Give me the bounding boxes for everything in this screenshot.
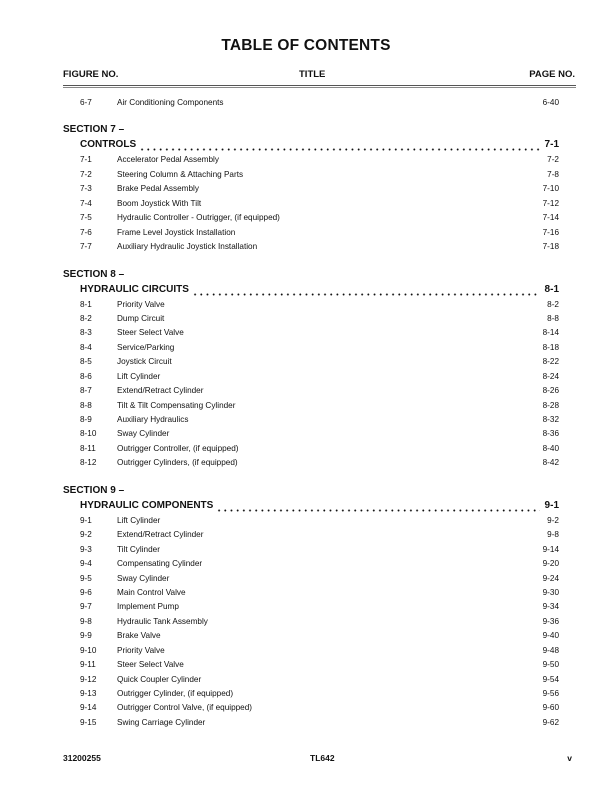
figure-number: 9-10 bbox=[80, 645, 97, 655]
toc-entry[interactable] bbox=[63, 716, 575, 730]
page-number: 8-40 bbox=[542, 443, 559, 453]
entry-title: Steer Select Valve bbox=[117, 658, 187, 672]
figure-number: 7-6 bbox=[80, 227, 92, 237]
footer-page-number: v bbox=[567, 753, 572, 763]
page-number: 9-24 bbox=[542, 573, 559, 583]
entry-title: Extend/Retract Cylinder bbox=[117, 528, 206, 542]
page-number: 8-42 bbox=[542, 458, 559, 468]
toc-entry[interactable] bbox=[63, 341, 575, 355]
entry-title-wrap bbox=[117, 586, 533, 600]
toc-entry[interactable] bbox=[63, 182, 575, 196]
entry-title: Hydraulic Tank Assembly bbox=[117, 615, 211, 629]
entry-title-wrap bbox=[117, 182, 533, 196]
toc-entry[interactable] bbox=[63, 687, 575, 701]
entry-title: Implement Pump bbox=[117, 600, 182, 614]
entry-title: Steer Select Valve bbox=[117, 326, 187, 340]
page-number: 8-32 bbox=[542, 415, 559, 424]
figure-number: 6-7 bbox=[80, 98, 92, 107]
entry-title: Hydraulic Controller - Outrigger, (if equipped) bbox=[117, 211, 283, 225]
entry-title: Outrigger Control Valve, (if equipped) bbox=[117, 701, 255, 715]
figure-number: 8-9 bbox=[80, 415, 92, 424]
page-number: 8-8 bbox=[547, 313, 559, 323]
entry-title: Compensating Cylinder bbox=[117, 557, 205, 571]
page-number: 9-56 bbox=[542, 689, 559, 698]
page-number: 8-22 bbox=[542, 357, 559, 367]
toc-entry[interactable] bbox=[63, 528, 575, 542]
entry-title-wrap bbox=[117, 211, 533, 225]
figure-number: 9-2 bbox=[80, 530, 92, 540]
entry-title: Priority Valve bbox=[117, 644, 168, 658]
toc-entry[interactable] bbox=[63, 600, 575, 614]
toc-entry[interactable] bbox=[63, 384, 575, 398]
column-page-no: PAGE NO. bbox=[529, 69, 575, 80]
entry-title-wrap bbox=[117, 658, 533, 672]
figure-number: 9-9 bbox=[80, 631, 92, 641]
page-number: 9-54 bbox=[542, 674, 559, 684]
page-number: 9-8 bbox=[547, 530, 559, 540]
section-page: 9-1 bbox=[544, 499, 559, 511]
entry-title-wrap bbox=[117, 341, 533, 355]
toc-entry[interactable] bbox=[63, 456, 575, 470]
entry-title: Priority Valve bbox=[117, 298, 168, 312]
figure-number: 7-3 bbox=[80, 184, 92, 194]
section-heading[interactable] bbox=[63, 137, 575, 153]
toc-entry[interactable] bbox=[63, 413, 575, 427]
figure-number: 8-2 bbox=[80, 313, 92, 323]
entry-title: Swing Carriage Cylinder bbox=[117, 716, 208, 730]
entry-title-wrap bbox=[117, 442, 533, 456]
figure-number: 7-2 bbox=[80, 169, 92, 179]
footer-model: TL642 bbox=[310, 753, 335, 763]
page-number: 7-18 bbox=[542, 242, 559, 252]
toc-entry[interactable] bbox=[63, 168, 575, 182]
entry-title: Outrigger Cylinders, (if equipped) bbox=[117, 456, 241, 470]
entry-title-wrap bbox=[117, 673, 533, 687]
entry-title-wrap bbox=[117, 168, 533, 182]
section-title: CONTROLS bbox=[80, 139, 137, 151]
page-number: 9-50 bbox=[542, 660, 559, 670]
page-number: 8-24 bbox=[542, 371, 559, 381]
entry-title-wrap bbox=[117, 153, 533, 167]
section-label: SECTION 8 – bbox=[63, 268, 125, 280]
figure-number: 9-15 bbox=[80, 717, 97, 727]
entry-title-wrap bbox=[117, 514, 533, 528]
figure-number: 8-4 bbox=[80, 342, 92, 352]
page-number: 9-30 bbox=[542, 587, 559, 597]
dot-leader bbox=[139, 137, 539, 153]
entry-title-wrap bbox=[117, 298, 533, 312]
entry-title: Lift Cylinder bbox=[117, 514, 163, 528]
entry-title: Outrigger Cylinder, (if equipped) bbox=[117, 687, 236, 701]
entry-title-wrap bbox=[117, 528, 533, 542]
section-page: 8-1 bbox=[544, 283, 559, 295]
entry-title: Steering Column & Attaching Parts bbox=[117, 168, 246, 182]
section-title: HYDRAULIC CIRCUITS bbox=[80, 283, 189, 295]
entry-title-wrap bbox=[117, 384, 533, 398]
entry-title-wrap bbox=[117, 226, 533, 240]
entry-title: Brake Valve bbox=[117, 629, 164, 643]
toc-entry[interactable] bbox=[63, 658, 575, 672]
figure-number: 7-5 bbox=[80, 213, 92, 223]
figure-number: 8-10 bbox=[80, 429, 97, 439]
page-number: 8-28 bbox=[542, 400, 559, 410]
entry-title: Tilt Cylinder bbox=[117, 543, 163, 557]
entry-title: Boom Joystick With Tilt bbox=[117, 197, 204, 211]
figure-number: 7-7 bbox=[80, 242, 92, 252]
figure-number: 8-6 bbox=[80, 371, 92, 381]
entry-title: Frame Level Joystick Installation bbox=[117, 226, 238, 240]
page-number: 9-60 bbox=[542, 703, 559, 713]
figure-number: 9-7 bbox=[80, 602, 92, 612]
figure-number: 9-3 bbox=[80, 544, 92, 554]
page-number: 9-34 bbox=[542, 602, 559, 612]
dot-leader bbox=[216, 498, 539, 514]
toc-entry[interactable] bbox=[63, 240, 575, 254]
entry-title-wrap bbox=[117, 197, 533, 211]
toc-entry[interactable] bbox=[63, 701, 575, 715]
entry-title-wrap bbox=[117, 240, 533, 254]
entry-title-wrap bbox=[117, 427, 533, 441]
figure-number: 8-1 bbox=[80, 299, 92, 309]
entry-title-wrap bbox=[117, 687, 533, 701]
figure-number: 9-12 bbox=[80, 674, 97, 684]
entry-title-wrap bbox=[117, 629, 533, 643]
entry-title-wrap bbox=[117, 557, 533, 571]
entry-title: Accelerator Pedal Assembly bbox=[117, 153, 222, 167]
figure-number: 9-4 bbox=[80, 559, 92, 569]
figure-number: 9-11 bbox=[80, 660, 96, 670]
section-label: SECTION 7 – bbox=[63, 124, 125, 136]
figure-number: 9-8 bbox=[80, 616, 92, 626]
toc-entry[interactable] bbox=[63, 370, 575, 384]
entry-title-wrap bbox=[117, 326, 533, 340]
toc-entry[interactable] bbox=[63, 514, 575, 528]
toc-entry[interactable] bbox=[63, 226, 575, 240]
page-number: 8-36 bbox=[542, 429, 559, 439]
figure-number: 7-1 bbox=[80, 155, 92, 165]
entry-title-wrap bbox=[117, 96, 533, 110]
toc-entry[interactable] bbox=[63, 197, 575, 211]
entry-title-wrap bbox=[117, 543, 533, 557]
entry-title: Joystick Circuit bbox=[117, 355, 175, 369]
toc-entry[interactable] bbox=[63, 427, 575, 441]
toc-list bbox=[63, 96, 575, 730]
column-title: TITLE bbox=[299, 69, 326, 80]
entry-title: Service/Parking bbox=[117, 341, 177, 355]
toc-entry[interactable] bbox=[63, 442, 575, 456]
entry-title-wrap bbox=[117, 701, 533, 715]
page-number: 9-2 bbox=[547, 515, 559, 525]
figure-number: 8-3 bbox=[80, 328, 92, 338]
figure-number: 7-4 bbox=[80, 198, 92, 208]
column-figure-no: FIGURE NO. bbox=[63, 69, 119, 80]
toc-entry[interactable] bbox=[63, 586, 575, 600]
figure-number: 8-8 bbox=[80, 400, 92, 410]
entry-title-wrap bbox=[117, 355, 533, 369]
page-number: 7-8 bbox=[547, 169, 559, 179]
entry-title: Auxiliary Hydraulic Joystick Installation bbox=[117, 240, 260, 254]
entry-title: Brake Pedal Assembly bbox=[117, 182, 202, 196]
entry-title-wrap bbox=[117, 615, 533, 629]
page-number: 8-26 bbox=[542, 386, 559, 396]
toc-entry[interactable] bbox=[63, 355, 575, 369]
entry-title: Auxiliary Hydraulics bbox=[117, 413, 191, 427]
dot-leader bbox=[192, 282, 540, 298]
page-title: TABLE OF CONTENTS bbox=[221, 37, 391, 54]
toc-entry[interactable] bbox=[63, 629, 575, 643]
page-number: 7-16 bbox=[542, 227, 559, 237]
figure-number: 9-5 bbox=[80, 573, 92, 583]
toc-entry[interactable] bbox=[63, 312, 575, 326]
figure-number: 8-12 bbox=[80, 458, 97, 468]
figure-number: 9-1 bbox=[80, 515, 92, 525]
toc-entry[interactable] bbox=[63, 673, 575, 687]
entry-title: Outrigger Controller, (if equipped) bbox=[117, 442, 242, 456]
page-number: 9-20 bbox=[542, 559, 559, 569]
entry-title: Tilt & Tilt Compensating Cylinder bbox=[117, 399, 238, 413]
toc-entry[interactable] bbox=[63, 572, 575, 586]
page-number: 8-18 bbox=[542, 342, 559, 352]
toc-entry[interactable] bbox=[63, 211, 575, 225]
page-number: 9-48 bbox=[542, 645, 559, 655]
entry-title-wrap bbox=[117, 399, 533, 413]
figure-number: 8-7 bbox=[80, 386, 92, 396]
toc-entry[interactable] bbox=[63, 298, 575, 312]
entry-title: Sway Cylinder bbox=[117, 572, 172, 586]
section-heading[interactable] bbox=[63, 282, 575, 298]
toc-entry[interactable] bbox=[63, 543, 575, 557]
entry-title: Extend/Retract Cylinder bbox=[117, 384, 206, 398]
figure-number: 9-13 bbox=[80, 689, 97, 698]
page-number: 6-40 bbox=[542, 98, 559, 107]
section-title: HYDRAULIC COMPONENTS bbox=[80, 499, 214, 511]
entry-title-wrap bbox=[117, 413, 533, 427]
entry-title: Quick Coupler Cylinder bbox=[117, 673, 204, 687]
figure-number: 8-11 bbox=[80, 443, 96, 453]
entry-title: Sway Cylinder bbox=[117, 427, 172, 441]
entry-title-wrap bbox=[117, 644, 533, 658]
footer-doc-number: 31200255 bbox=[63, 753, 101, 763]
column-headers bbox=[63, 69, 575, 81]
toc-entry[interactable] bbox=[63, 399, 575, 413]
page-number: 7-14 bbox=[542, 213, 559, 223]
page-number: 9-62 bbox=[542, 717, 559, 727]
figure-number: 9-6 bbox=[80, 587, 92, 597]
entry-title-wrap bbox=[117, 716, 533, 730]
entry-title: Lift Cylinder bbox=[117, 370, 163, 384]
page-number: 9-40 bbox=[542, 631, 559, 641]
page-number: 7-12 bbox=[542, 198, 559, 208]
entry-title: Air Conditioning Components bbox=[117, 96, 227, 110]
page-number: 8-14 bbox=[542, 328, 559, 338]
toc-entry[interactable] bbox=[63, 644, 575, 658]
entry-title-wrap bbox=[117, 370, 533, 384]
entry-title-wrap bbox=[117, 572, 533, 586]
figure-number: 9-14 bbox=[80, 703, 97, 713]
entry-title-wrap bbox=[117, 600, 533, 614]
toc-entry[interactable] bbox=[63, 96, 575, 110]
header-rule bbox=[63, 85, 576, 88]
entry-title-wrap bbox=[117, 312, 533, 326]
page-number: 9-36 bbox=[542, 616, 559, 626]
toc-entry[interactable] bbox=[63, 557, 575, 571]
entry-title: Main Control Valve bbox=[117, 586, 189, 600]
section-label: SECTION 9 – bbox=[63, 484, 125, 496]
section-page: 7-1 bbox=[544, 139, 559, 151]
entry-title-wrap bbox=[117, 456, 533, 470]
page-number: 7-2 bbox=[547, 155, 559, 165]
page-number: 9-14 bbox=[542, 544, 559, 554]
section-heading[interactable] bbox=[63, 498, 575, 514]
entry-title: Dump Circuit bbox=[117, 312, 167, 326]
page-number: 8-2 bbox=[547, 299, 559, 309]
figure-number: 8-5 bbox=[80, 357, 92, 367]
toc-entry[interactable] bbox=[63, 615, 575, 629]
page-number: 7-10 bbox=[542, 184, 559, 194]
toc-entry[interactable] bbox=[63, 153, 575, 167]
toc-entry[interactable] bbox=[63, 326, 575, 340]
